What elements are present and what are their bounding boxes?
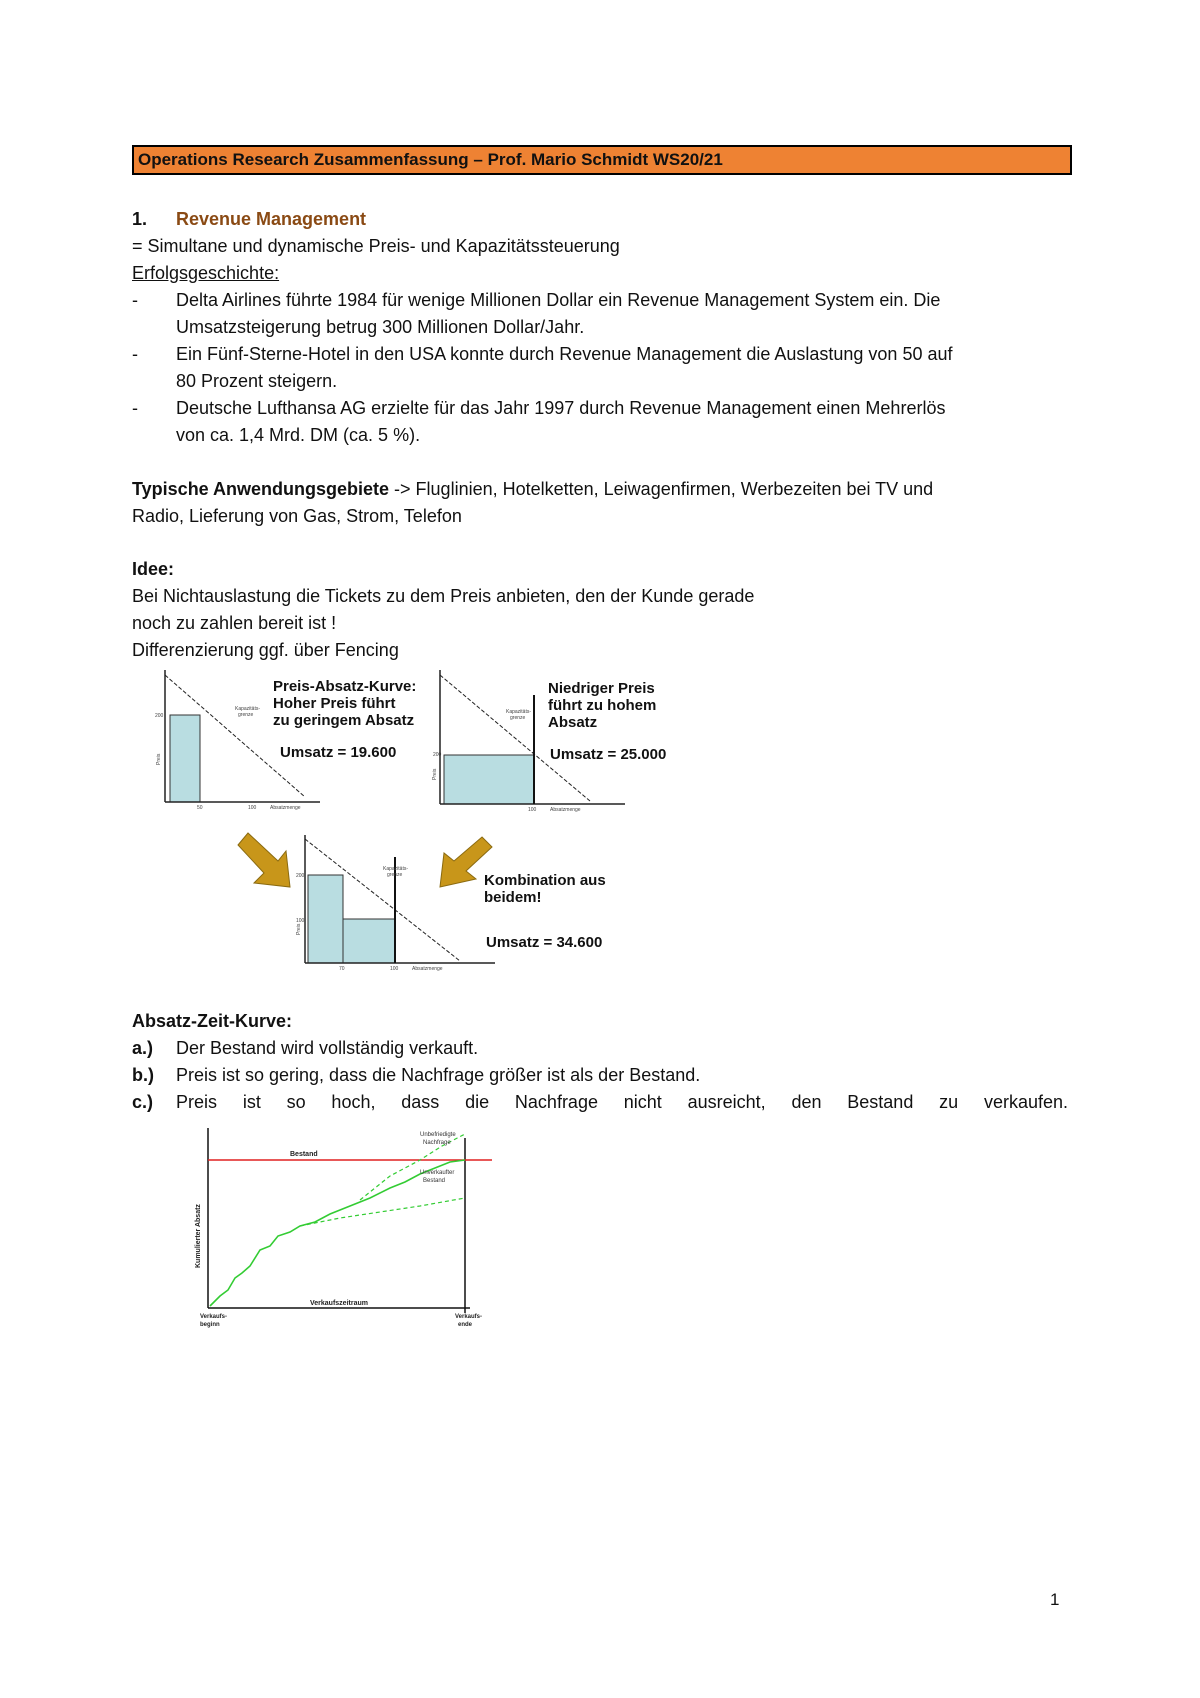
bullet-text: 80 Prozent steigern. xyxy=(176,371,338,391)
bestand-label: Bestand xyxy=(290,1151,318,1158)
capacity-label: grenze xyxy=(387,872,403,878)
curve-label: Nachfrage xyxy=(423,1140,451,1146)
idea-heading: Idee: xyxy=(132,559,175,579)
chart-note: Kombination aus xyxy=(484,872,606,889)
sales-time-figure xyxy=(180,1118,500,1348)
tick-label: 200 xyxy=(296,873,305,879)
chart-note: Preis-Absatz-Kurve: xyxy=(273,678,417,695)
applications-label: Typische Anwendungsgebiete xyxy=(132,479,390,499)
revenue-area xyxy=(343,919,395,963)
revenue-area xyxy=(170,715,200,802)
capacity-label: Kapazitäts- xyxy=(235,706,261,712)
curve-label: Bestand xyxy=(423,1178,446,1184)
curve-label: Unbefriedigte xyxy=(420,1132,456,1138)
arrow-right-down-icon xyxy=(238,833,290,887)
list-label: a.) xyxy=(132,1038,154,1058)
chart-note: Hoher Preis führt xyxy=(273,695,396,712)
idea-line: Bei Nichtauslastung die Tickets zu dem Preis anbieten, den der Kunde gerade xyxy=(132,586,755,606)
chart-note: zu geringem Absatz xyxy=(273,712,415,729)
page-title: Operations Research Zusammenfassung – Prof. Mario Schmidt WS20/21 xyxy=(132,145,1072,175)
bullet-text: Ein Fünf-Sterne-Hotel in den USA konnte durch Revenue Management die Auslastung von 50 auf xyxy=(176,344,953,364)
chart-low-price xyxy=(432,670,666,813)
end-label: ende xyxy=(458,1322,473,1328)
bullet-text: Deutsche Lufthansa AG erzielte für das Jahr 1997 durch Revenue Management einen Mehrerlös xyxy=(176,398,946,418)
tick-label: 70 xyxy=(339,966,345,972)
bullet-dash: - xyxy=(132,344,138,364)
axis-label: Preis xyxy=(432,768,438,780)
axis-label: Absatzmenge xyxy=(412,966,443,972)
success-heading: Erfolgsgeschichte: xyxy=(132,263,280,283)
curve-unsold-stock xyxy=(300,1198,465,1226)
bullet-text: Umsatzsteigerung betrug 300 Millionen Dollar/Jahr. xyxy=(176,317,585,337)
tick-label: 200 xyxy=(155,713,164,719)
applications-text: -> Fluglinien, Hotelketten, Leiwagenfirmen, Werbezeiten bei TV und xyxy=(389,479,934,499)
revenue-area xyxy=(444,755,534,804)
tick-label: 100 xyxy=(296,918,305,924)
section-definition: = Simultane und dynamische Preis- und Kapazitätssteuerung xyxy=(132,236,620,256)
capacity-label: grenze xyxy=(510,715,526,721)
chart-revenue: Umsatz = 25.000 xyxy=(550,746,667,763)
axis-label: Preis xyxy=(296,923,302,935)
y-axis-label: Kumulierter Absatz xyxy=(195,1204,202,1268)
list-item: Der Bestand wird vollständig verkauft. xyxy=(176,1038,479,1058)
page-number: 1 xyxy=(1050,1590,1060,1609)
start-label: beginn xyxy=(200,1322,220,1328)
axis-label: Absatzmenge xyxy=(270,805,301,811)
chart-note: beidem! xyxy=(484,889,542,906)
list-label: c.) xyxy=(132,1092,154,1112)
tick-label: 100 xyxy=(248,805,257,811)
tick-label: 200 xyxy=(433,752,442,758)
tick-label: 50 xyxy=(197,805,203,811)
bullet-text: Delta Airlines führte 1984 für wenige Millionen Dollar ein Revenue Management System ein. Die xyxy=(176,290,941,310)
axis-label: Absatzmenge xyxy=(550,807,581,813)
list-label: b.) xyxy=(132,1065,154,1085)
idea-line: Differenzierung ggf. über Fencing xyxy=(132,640,399,660)
revenue-area xyxy=(308,875,343,963)
axis-label: Preis xyxy=(156,753,162,765)
list-item: Preis ist so hoch, dass die Nachfrage nicht ausreicht, den Bestand zu verkaufen. xyxy=(176,1092,1068,1112)
chart-note: Niedriger Preis xyxy=(548,680,655,697)
tick-label: 100 xyxy=(390,966,399,972)
applications-text-2: Radio, Lieferung von Gas, Strom, Telefon xyxy=(132,506,462,526)
start-label: Verkaufs- xyxy=(200,1314,228,1320)
chart-high-price xyxy=(155,670,416,811)
bullet-dash: - xyxy=(132,290,138,310)
chart-revenue: Umsatz = 34.600 xyxy=(486,934,603,951)
end-label: Verkaufs- xyxy=(455,1314,483,1320)
idea-line: noch zu zahlen bereit ist ! xyxy=(132,613,337,633)
capacity-label: Kapazitäts- xyxy=(383,866,409,872)
chart-note: Absatz xyxy=(548,714,598,731)
bullet-text: von ca. 1,4 Mrd. DM (ca. 5 %). xyxy=(176,425,421,445)
capacity-label: Kapazitäts- xyxy=(506,709,532,715)
section-title: Revenue Management xyxy=(176,209,367,229)
price-sales-figure xyxy=(150,665,690,972)
applications-paragraph xyxy=(132,478,1068,500)
tick-label: 100 xyxy=(528,807,537,813)
curve-label: Unverkaufter xyxy=(420,1170,455,1176)
list-item: Preis ist so gering, dass die Nachfrage größer ist als der Bestand. xyxy=(176,1065,701,1085)
capacity-label: grenze xyxy=(238,712,254,718)
bullet-dash: - xyxy=(132,398,138,418)
x-axis-label: Verkaufszeitraum xyxy=(310,1300,368,1307)
section-number: 1. xyxy=(132,209,148,229)
chart-revenue: Umsatz = 19.600 xyxy=(280,744,397,761)
absatz-heading: Absatz-Zeit-Kurve: xyxy=(132,1011,293,1031)
chart-combination xyxy=(296,835,606,972)
chart-note: führt zu hohem xyxy=(548,697,657,714)
